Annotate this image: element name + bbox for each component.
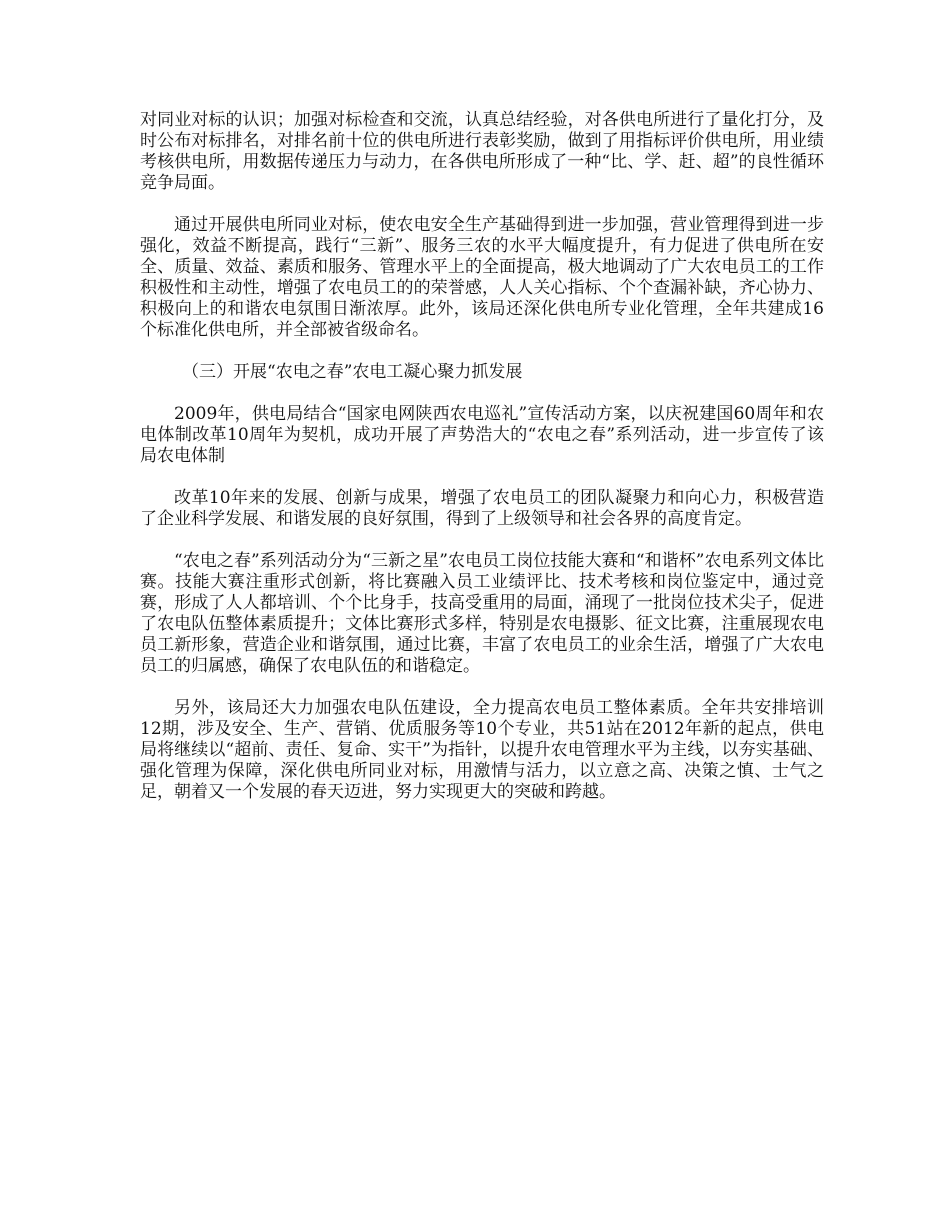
section-heading-3: （三）开展“农电之春”农电工凝心聚力抓发展	[182, 362, 523, 382]
paragraph-spring-series: “农电之春”系列活动分为“三新之星”农电员工岗位技能大赛和“和谐杯”农电系列文体比赛。技能大赛注重形式创新，将比赛融入员工业绩评比、技术考核和岗位鉴定中，通过竞赛，形成了人人都培训、个个比身手，技高受重用的局面，涌现了一批岗位技术尖子，促进了农电队伍整体素质提升；文体比赛形式多样，特别是农电摄影、征文比赛，注重展现农电员工新形象，营造企业和谐氛围，通过比赛，丰富了农电员工的业余生活，增强了广大农电员工的归属感，确保了农电队伍的和谐稳定。	[140, 551, 824, 676]
paragraph-team-building: 另外，该局还大力加强农电队伍建设，全力提高农电员工整体素质。全年共安排培训12期，涉及安全、生产、营销、优质服务等10个专业，共51站在2012年新的起点，供电局将继续以“超前、责任、复命、实干”为指针，以提升农电管理水平为主线，以夯实基础、强化管理为保障，深化供电所同业对标，用激情与活力，以立意之高、决策之慎、士气之足，朝着又一个发展的春天迈进，努力实现更大的突破和跨越。	[140, 698, 824, 802]
paragraph-benchmark-results: 通过开展供电所同业对标，使农电安全生产基础得到进一步加强，营业管理得到进一步强化，效益不断提高，践行“三新”、服务三农的水平大幅度提升，有力促进了供电所在安全、质量、效益、素质和服务、管理水平上的全面提高，极大地调动了广大农电员工的工作积极性和主动性，增强了农电员工的的荣誉感，人人关心指标、个个查漏补缺，齐心协力、积极向上的和谐农电氛围日渐浓厚。此外，该局还深化供电所专业化管理，全年共建成16个标准化供电所，并全部被省级命名。	[140, 215, 824, 340]
paragraph-benchmark-recognition: 对同业对标的认识；加强对标检查和交流，认真总结经验，对各供电所进行了量化打分，及时公布对标排名，对排名前十位的供电所进行表彰奖励，做到了用指标评价供电所，用业绩考核供电所，用数据传递压力与动力，在各供电所形成了一种“比、学、赶、超”的良性循环竞争局面。	[140, 110, 824, 193]
document-body	[140, 110, 824, 824]
paragraph-2009-activity: 2009年，供电局结合“国家电网陕西农电巡礼”宣传活动方案，以庆祝建国60周年和农电体制改革10周年为契机，成功开展了声势浩大的“农电之春”系列活动，进一步宣传了该局农电体制	[140, 404, 824, 466]
paragraph-reform-results: 改革10年来的发展、创新与成果，增强了农电员工的团队凝聚力和向心力，积极营造了企业科学发展、和谐发展的良好氛围，得到了上级领导和社会各界的高度肯定。	[140, 488, 824, 529]
